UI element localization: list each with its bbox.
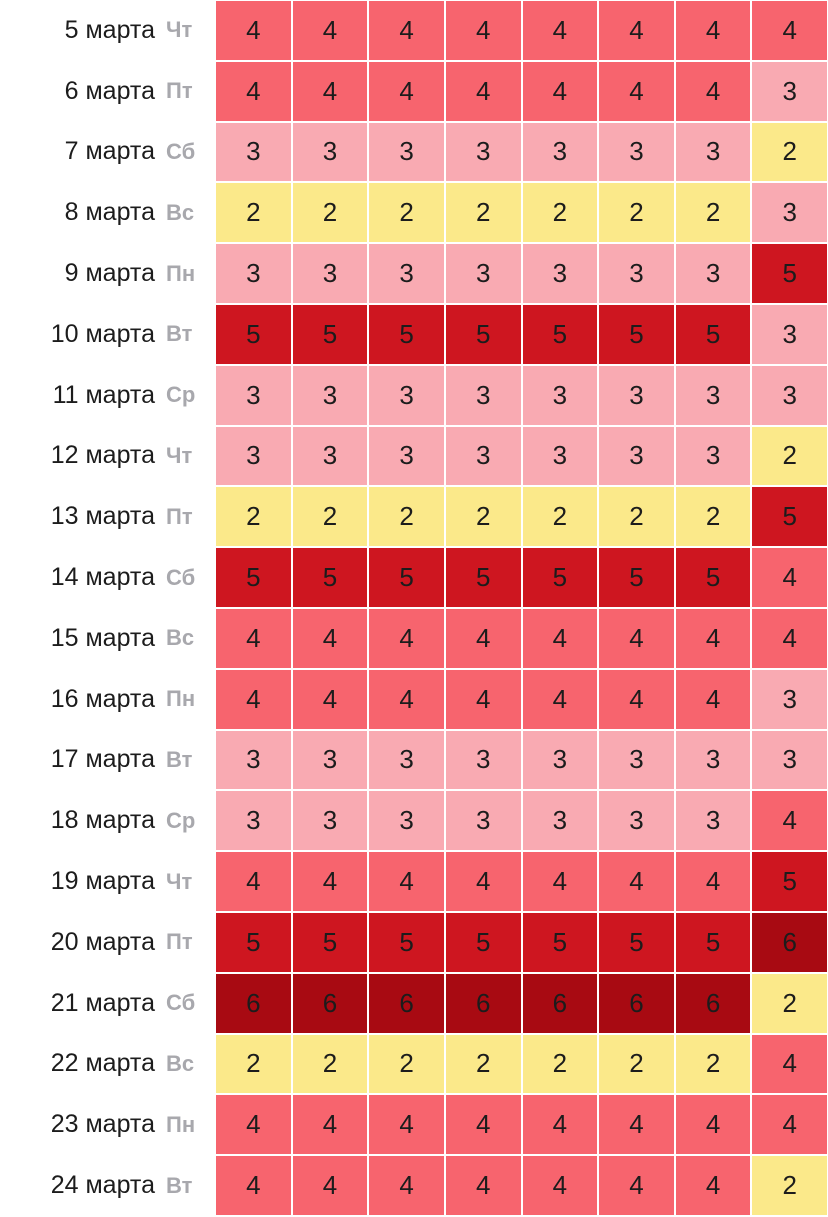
heatmap-cell[interactable]: 3 — [216, 791, 291, 850]
heatmap-row — [0, 790, 828, 851]
heatmap-cell[interactable]: 5 — [599, 913, 674, 972]
heatmap-cell[interactable]: 3 — [599, 366, 674, 425]
row-date-label: 13 марта — [50, 502, 155, 531]
row-label — [0, 182, 215, 243]
row-cells — [215, 365, 828, 426]
heatmap-cell[interactable]: 5 — [676, 913, 751, 972]
row-date-label: 10 марта — [50, 319, 155, 348]
row-cells — [215, 790, 828, 851]
row-weekday-label: Чт — [166, 868, 193, 894]
row-weekday-label: Пн — [166, 686, 196, 712]
heatmap-cell[interactable]: 4 — [293, 852, 368, 911]
heatmap-row — [0, 365, 828, 426]
heatmap-cell[interactable]: 5 — [216, 913, 291, 972]
heatmap-cell[interactable]: 3 — [293, 791, 368, 850]
heatmap-cell[interactable]: 3 — [599, 244, 674, 303]
heatmap-cell[interactable]: 5 — [369, 305, 444, 364]
heatmap-cell[interactable]: 3 — [752, 731, 827, 790]
heatmap-cell[interactable]: 4 — [293, 62, 368, 121]
row-cells — [215, 1034, 828, 1095]
row-label — [0, 426, 215, 487]
row-cells — [215, 547, 828, 608]
heatmap-cell[interactable]: 2 — [676, 183, 751, 242]
heatmap-cell[interactable]: 2 — [752, 123, 827, 182]
heatmap-cell[interactable]: 3 — [369, 731, 444, 790]
row-cells — [215, 1155, 828, 1216]
heatmap-cell[interactable]: 2 — [599, 183, 674, 242]
heatmap-cell[interactable]: 2 — [676, 487, 751, 546]
heatmap-cell[interactable]: 4 — [216, 852, 291, 911]
heatmap-cell[interactable]: 4 — [446, 852, 521, 911]
row-label — [0, 547, 215, 608]
heatmap-cell[interactable]: 3 — [676, 123, 751, 182]
heatmap-cell[interactable]: 5 — [752, 852, 827, 911]
row-cells — [215, 486, 828, 547]
heatmap-cell[interactable]: 2 — [446, 183, 521, 242]
heatmap-row — [0, 426, 828, 487]
heatmap-cell[interactable]: 4 — [676, 609, 751, 668]
row-weekday-label: Пт — [166, 78, 193, 104]
heatmap-cell[interactable]: 3 — [752, 62, 827, 121]
heatmap-cell[interactable]: 3 — [523, 123, 598, 182]
heatmap-cell[interactable]: 2 — [293, 1035, 368, 1094]
row-cells — [215, 973, 828, 1034]
row-label — [0, 1034, 215, 1095]
heatmap-cell[interactable]: 4 — [293, 1156, 368, 1215]
heatmap-cell[interactable]: 3 — [369, 123, 444, 182]
heatmap-cell[interactable]: 2 — [369, 1035, 444, 1094]
heatmap-cell[interactable]: 4 — [752, 548, 827, 607]
heatmap-cell[interactable]: 4 — [523, 1156, 598, 1215]
row-weekday-label: Чт — [166, 442, 193, 468]
heatmap-cell[interactable]: 6 — [293, 974, 368, 1033]
row-cells — [215, 730, 828, 791]
heatmap-cell[interactable]: 3 — [752, 670, 827, 729]
heatmap-cell[interactable]: 5 — [752, 487, 827, 546]
row-label — [0, 304, 215, 365]
heatmap-row — [0, 912, 828, 973]
heatmap-cell[interactable]: 2 — [752, 974, 827, 1033]
heatmap-cell[interactable]: 4 — [599, 1156, 674, 1215]
heatmap-cell[interactable]: 3 — [752, 183, 827, 242]
heatmap-row — [0, 851, 828, 912]
row-weekday-label: Вс — [166, 625, 195, 651]
row-date-label: 19 марта — [50, 867, 155, 896]
heatmap-row — [0, 182, 828, 243]
heatmap-cell[interactable]: 3 — [216, 366, 291, 425]
heatmap-cell[interactable]: 2 — [446, 487, 521, 546]
heatmap-cell[interactable]: 2 — [216, 487, 291, 546]
row-weekday-label: Пт — [166, 503, 193, 529]
heatmap-cell[interactable]: 6 — [216, 974, 291, 1033]
heatmap-cell[interactable]: 3 — [446, 366, 521, 425]
row-weekday-label: Чт — [166, 17, 193, 43]
heatmap-cell[interactable]: 3 — [369, 791, 444, 850]
row-cells — [215, 182, 828, 243]
heatmap-cell[interactable]: 5 — [599, 305, 674, 364]
heatmap-cell[interactable]: 4 — [216, 609, 291, 668]
heatmap-row — [0, 1155, 828, 1216]
heatmap-row — [0, 730, 828, 791]
heatmap-cell[interactable]: 2 — [216, 1035, 291, 1094]
heatmap-row — [0, 1094, 828, 1155]
heatmap-cell[interactable]: 4 — [369, 1095, 444, 1154]
heatmap-row — [0, 243, 828, 304]
row-date-label: 6 марта — [64, 76, 155, 105]
heatmap-cell[interactable]: 4 — [293, 1095, 368, 1154]
heatmap-cell[interactable]: 5 — [523, 548, 598, 607]
heatmap-cell[interactable]: 2 — [752, 427, 827, 486]
heatmap-row — [0, 61, 828, 122]
row-date-label: 11 марта — [52, 380, 155, 409]
row-label — [0, 790, 215, 851]
row-date-label: 9 марта — [64, 259, 155, 288]
row-date-label: 16 марта — [50, 684, 155, 713]
row-weekday-label: Ср — [166, 382, 196, 408]
heatmap-cell[interactable]: 4 — [369, 1, 444, 60]
heatmap-cell[interactable]: 3 — [523, 791, 598, 850]
heatmap-row — [0, 486, 828, 547]
row-date-label: 7 марта — [64, 137, 155, 166]
heatmap-cell[interactable]: 4 — [599, 1095, 674, 1154]
heatmap-cell[interactable]: 3 — [676, 791, 751, 850]
row-label — [0, 1094, 215, 1155]
heatmap-cell[interactable]: 4 — [676, 852, 751, 911]
heatmap-cell[interactable]: 3 — [216, 731, 291, 790]
row-weekday-label: Вт — [166, 746, 193, 772]
heatmap-cell[interactable]: 2 — [523, 183, 598, 242]
row-label — [0, 61, 215, 122]
row-label — [0, 669, 215, 730]
row-date-label: 8 марта — [64, 198, 155, 227]
heatmap-cell[interactable]: 5 — [676, 305, 751, 364]
heatmap-cell[interactable]: 4 — [599, 1, 674, 60]
row-label — [0, 912, 215, 973]
heatmap-cell[interactable]: 3 — [446, 123, 521, 182]
heatmap-cell[interactable]: 5 — [369, 548, 444, 607]
heatmap-row — [0, 0, 828, 61]
heatmap-row — [0, 547, 828, 608]
heatmap-cell[interactable]: 3 — [676, 731, 751, 790]
row-date-label: 23 марта — [50, 1110, 155, 1139]
heatmap-cell[interactable]: 2 — [446, 1035, 521, 1094]
heatmap-cell[interactable]: 4 — [446, 1156, 521, 1215]
row-date-label: 17 марта — [50, 745, 155, 774]
row-date-label: 14 марта — [50, 563, 155, 592]
heatmap-cell[interactable]: 3 — [599, 731, 674, 790]
heatmap-cell[interactable]: 5 — [752, 244, 827, 303]
heatmap-cell[interactable]: 6 — [446, 974, 521, 1033]
heatmap-cell[interactable]: 5 — [293, 305, 368, 364]
row-cells — [215, 1094, 828, 1155]
heatmap-cell[interactable]: 3 — [523, 731, 598, 790]
heatmap-cell[interactable]: 6 — [599, 974, 674, 1033]
heatmap-cell[interactable]: 4 — [523, 1, 598, 60]
heatmap-cell[interactable]: 4 — [523, 62, 598, 121]
heatmap-cell[interactable]: 2 — [523, 487, 598, 546]
heatmap-cell[interactable]: 3 — [599, 427, 674, 486]
row-label — [0, 608, 215, 669]
heatmap-cell[interactable]: 3 — [523, 427, 598, 486]
heatmap-cell[interactable]: 2 — [293, 183, 368, 242]
heatmap-cell[interactable]: 4 — [446, 609, 521, 668]
heatmap-cell[interactable]: 3 — [599, 791, 674, 850]
heatmap-cell[interactable]: 2 — [216, 183, 291, 242]
row-weekday-label: Вт — [166, 321, 193, 347]
heatmap-cell[interactable]: 3 — [293, 123, 368, 182]
heatmap-cell[interactable]: 3 — [446, 244, 521, 303]
row-cells — [215, 851, 828, 912]
row-cells — [215, 243, 828, 304]
heatmap-cell[interactable]: 4 — [676, 1, 751, 60]
heatmap-cell[interactable]: 2 — [293, 487, 368, 546]
heatmap-cell[interactable]: 4 — [216, 1095, 291, 1154]
heatmap-cell[interactable]: 4 — [369, 62, 444, 121]
heatmap-cell[interactable]: 4 — [446, 62, 521, 121]
heatmap-cell[interactable]: 4 — [599, 609, 674, 668]
heatmap-cell[interactable]: 4 — [216, 1156, 291, 1215]
heatmap-cell[interactable]: 3 — [752, 305, 827, 364]
heatmap-cell[interactable]: 4 — [676, 1156, 751, 1215]
row-date-label: 15 марта — [50, 623, 155, 652]
heatmap-cell[interactable]: 5 — [446, 548, 521, 607]
heatmap-cell[interactable]: 5 — [446, 305, 521, 364]
heatmap-cell[interactable]: 5 — [523, 305, 598, 364]
heatmap-cell[interactable]: 6 — [523, 974, 598, 1033]
heatmap-cell[interactable]: 3 — [676, 427, 751, 486]
row-date-label: 5 марта — [64, 15, 155, 44]
row-date-label: 12 марта — [50, 441, 155, 470]
heatmap-cell[interactable]: 5 — [446, 913, 521, 972]
heatmap-cell[interactable]: 4 — [752, 609, 827, 668]
heatmap-cell[interactable]: 3 — [523, 244, 598, 303]
row-cells — [215, 61, 828, 122]
row-label — [0, 486, 215, 547]
heatmap-cell[interactable]: 4 — [369, 852, 444, 911]
heatmap-cell[interactable]: 3 — [369, 244, 444, 303]
heatmap-cell[interactable]: 4 — [752, 1035, 827, 1094]
heatmap-row — [0, 669, 828, 730]
heatmap-cell[interactable]: 5 — [369, 913, 444, 972]
heatmap-cell[interactable]: 4 — [446, 1095, 521, 1154]
heatmap-cell[interactable]: 4 — [293, 1, 368, 60]
heatmap-cell[interactable]: 2 — [523, 1035, 598, 1094]
heatmap-cell[interactable]: 4 — [369, 609, 444, 668]
row-cells — [215, 426, 828, 487]
heatmap-row — [0, 973, 828, 1034]
heatmap-cell[interactable]: 3 — [216, 427, 291, 486]
row-cells — [215, 122, 828, 183]
heatmap-row — [0, 304, 828, 365]
row-label — [0, 973, 215, 1034]
heatmap-row — [0, 122, 828, 183]
row-label — [0, 851, 215, 912]
row-weekday-label: Пн — [166, 1111, 196, 1137]
heatmap-cell[interactable]: 2 — [599, 1035, 674, 1094]
row-weekday-label: Пн — [166, 260, 196, 286]
row-date-label: 24 марта — [50, 1171, 155, 1200]
row-date-label: 22 марта — [50, 1049, 155, 1078]
heatmap-cell[interactable]: 4 — [599, 852, 674, 911]
heatmap-cell[interactable]: 6 — [676, 974, 751, 1033]
heatmap-cell[interactable]: 4 — [523, 852, 598, 911]
heatmap-cell[interactable]: 2 — [369, 183, 444, 242]
heatmap-cell[interactable]: 3 — [293, 244, 368, 303]
row-weekday-label: Сб — [166, 990, 196, 1016]
heatmap-cell[interactable]: 4 — [676, 62, 751, 121]
heatmap-cell[interactable]: 4 — [752, 1095, 827, 1154]
heatmap-row — [0, 1034, 828, 1095]
heatmap-cell[interactable]: 4 — [293, 609, 368, 668]
heatmap-cell[interactable]: 3 — [446, 427, 521, 486]
heatmap-cell[interactable]: 5 — [293, 913, 368, 972]
heatmap-row — [0, 608, 828, 669]
heatmap-cell[interactable]: 4 — [216, 1, 291, 60]
heatmap-cell[interactable]: 3 — [752, 366, 827, 425]
heatmap-cell[interactable]: 4 — [446, 1, 521, 60]
row-weekday-label: Сб — [166, 564, 196, 590]
heatmap-cell[interactable]: 2 — [369, 487, 444, 546]
row-cells — [215, 304, 828, 365]
heatmap-cell[interactable]: 4 — [293, 670, 368, 729]
heatmap-cell[interactable]: 4 — [752, 791, 827, 850]
row-label — [0, 365, 215, 426]
row-weekday-label: Пт — [166, 929, 193, 955]
heatmap-cell[interactable]: 4 — [216, 62, 291, 121]
heatmap-cell[interactable]: 3 — [523, 366, 598, 425]
heatmap-cell[interactable]: 3 — [293, 731, 368, 790]
heatmap-cell[interactable]: 5 — [216, 305, 291, 364]
heatmap-cell[interactable]: 5 — [676, 548, 751, 607]
row-date-label: 20 марта — [50, 927, 155, 956]
row-date-label: 21 марта — [50, 988, 155, 1017]
row-label — [0, 1155, 215, 1216]
heatmap-cell[interactable]: 4 — [676, 670, 751, 729]
heatmap-cell[interactable]: 4 — [216, 670, 291, 729]
heatmap-cell[interactable]: 4 — [523, 1095, 598, 1154]
heatmap-cell[interactable]: 6 — [752, 913, 827, 972]
heatmap-cell[interactable]: 3 — [216, 123, 291, 182]
row-cells — [215, 912, 828, 973]
heatmap-cell[interactable]: 4 — [523, 609, 598, 668]
row-weekday-label: Вт — [166, 1172, 193, 1198]
row-label — [0, 730, 215, 791]
heatmap-cell[interactable]: 6 — [369, 974, 444, 1033]
heatmap-cell[interactable]: 3 — [676, 244, 751, 303]
heatmap-cell[interactable]: 4 — [599, 62, 674, 121]
heatmap-cell[interactable]: 2 — [752, 1156, 827, 1215]
heatmap-cell[interactable]: 4 — [369, 670, 444, 729]
heatmap-cell[interactable]: 3 — [446, 731, 521, 790]
row-weekday-label: Ср — [166, 807, 196, 833]
heatmap-cell[interactable]: 3 — [216, 244, 291, 303]
row-label — [0, 243, 215, 304]
heatmap-cell[interactable]: 3 — [369, 366, 444, 425]
heatmap-cell[interactable]: 3 — [369, 427, 444, 486]
heatmap-cell[interactable]: 4 — [523, 670, 598, 729]
heatmap-cell[interactable]: 2 — [599, 487, 674, 546]
heatmap-cell[interactable]: 2 — [676, 1035, 751, 1094]
heatmap-cell[interactable]: 4 — [676, 1095, 751, 1154]
heatmap-cell[interactable]: 5 — [599, 548, 674, 607]
heatmap-cell[interactable]: 3 — [293, 366, 368, 425]
row-label — [0, 0, 215, 61]
heatmap-cell[interactable]: 4 — [446, 670, 521, 729]
heatmap-cell[interactable]: 4 — [599, 670, 674, 729]
heatmap-cell[interactable]: 5 — [523, 913, 598, 972]
row-cells — [215, 0, 828, 61]
heatmap-cell[interactable]: 3 — [293, 427, 368, 486]
heatmap-cell[interactable]: 5 — [216, 548, 291, 607]
heatmap-cell[interactable]: 3 — [446, 791, 521, 850]
heatmap-cell[interactable]: 3 — [599, 123, 674, 182]
row-weekday-label: Сб — [166, 138, 196, 164]
row-label — [0, 122, 215, 183]
heatmap-cell[interactable]: 4 — [752, 1, 827, 60]
heatmap-cell[interactable]: 3 — [676, 366, 751, 425]
row-weekday-label: Вс — [166, 1050, 195, 1076]
row-cells — [215, 608, 828, 669]
row-date-label: 18 марта — [50, 806, 155, 835]
heatmap-cell[interactable]: 4 — [369, 1156, 444, 1215]
heatmap-cell[interactable]: 5 — [293, 548, 368, 607]
row-weekday-label: Вс — [166, 199, 195, 225]
row-cells — [215, 669, 828, 730]
